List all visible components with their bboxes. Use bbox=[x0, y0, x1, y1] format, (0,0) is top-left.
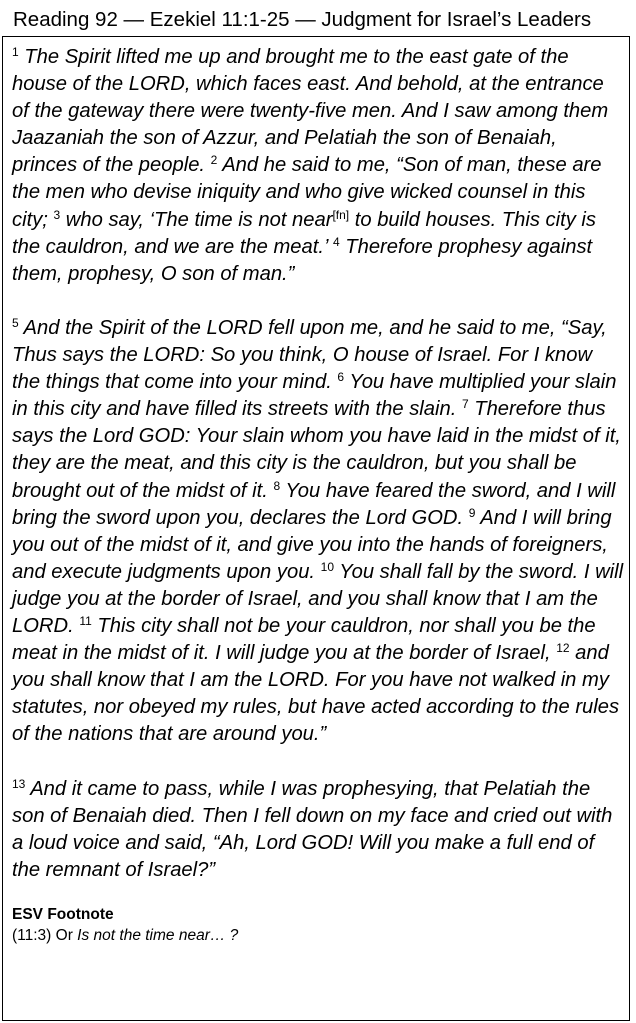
verse-number: 12 bbox=[556, 640, 570, 655]
footnote-text bbox=[12, 926, 624, 946]
verse-text: Therefore prophesy against them, prophesy, O son of man.” bbox=[12, 235, 593, 285]
verse-text: Therefore thus says the Lord GOD: Your slain whom you have laid in the midst of it, they are the meat, and this city is the cauldron, but you shall be brought out of the midst of it. bbox=[12, 398, 621, 502]
paragraph bbox=[12, 776, 624, 884]
verse-text: The Spirit lifted me up and brought me to the east gate of the house of the LORD, which faces east. And behold, at the entrance of the gateway there were twenty-five men. And I saw among them Jaazaniah the son of Azzur, and Pelatiah the son of Benaiah, princes of the people. bbox=[12, 46, 609, 177]
verse-number: 8 bbox=[273, 478, 281, 493]
verse-number: 11 bbox=[79, 613, 92, 628]
verse-number: 3 bbox=[53, 207, 61, 222]
verse-number: 6 bbox=[337, 369, 345, 384]
paragraph bbox=[12, 44, 624, 288]
verse-text: You shall fall by the sword. I will judge you at the border of Israel, and you shall know that I am the LORD. bbox=[12, 560, 624, 637]
verse-text: And the Spirit of the LORD fell upon me, and he said to me, “Say, Thus says the LORD: So you think, O house of Israel. For I know the things that come into your mind. bbox=[12, 316, 607, 394]
verse-text: to build houses. This city is the cauldron, and we are the meat.’ bbox=[12, 208, 596, 258]
verse-text: And I will bring you out of the midst of it, and give you into the hands of foreigners, and execute judgments upon you. bbox=[12, 506, 612, 583]
verse-number: 1 bbox=[12, 44, 19, 59]
footnote-heading: ESV Footnote bbox=[12, 906, 114, 923]
verse-number: 7 bbox=[461, 397, 469, 412]
passage-content bbox=[12, 44, 624, 946]
verse-number: 2 bbox=[210, 153, 218, 168]
verse-number: 13 bbox=[12, 776, 26, 791]
verse-number: 9 bbox=[468, 505, 476, 520]
verse-number: 4 bbox=[332, 234, 340, 249]
footnote-alt-reading: Is not the time near… ? bbox=[77, 927, 239, 944]
footnote-ref: (11:3) Or bbox=[12, 927, 78, 944]
footnote-marker[interactable]: [fn] bbox=[332, 207, 350, 222]
paragraph bbox=[12, 315, 624, 749]
page-title: Reading 92 — Ezekiel 11:1-25 — Judgment for Israel’s Leaders bbox=[13, 8, 592, 31]
verse-text: This city shall not be your cauldron, nor shall you be the meat in the midst of it. I will judge you at the border of Israel, bbox=[12, 614, 596, 665]
verse-number: 10 bbox=[320, 559, 334, 574]
verse-text: who say, ‘The time is not near bbox=[60, 208, 333, 231]
verse-text: And he said to me, “Son of man, these are the men who devise iniquity and who give wicked counsel in this city; bbox=[12, 154, 602, 231]
verse-text: and you shall know that I am the LORD. For you have not walked in my statutes, nor obeyed my rules, but have acted according to the rules of the nations that are around you.” bbox=[12, 642, 620, 746]
verse-text: And it came to pass, while I was prophesying, that Pelatiah the son of Benaiah died. Then I fell down on my face and cried out with a loud voice and said, “Ah, Lord GOD! Will you make a full end of the remnant of Israel?” bbox=[12, 777, 613, 881]
verse-text: You have feared the sword, and I will bring the sword upon you, declares the Lord GOD. bbox=[12, 479, 616, 529]
verse-number: 5 bbox=[12, 315, 19, 330]
verse-text: You have multiplied your slain in this city and have filled its streets with the slain. bbox=[12, 371, 617, 421]
